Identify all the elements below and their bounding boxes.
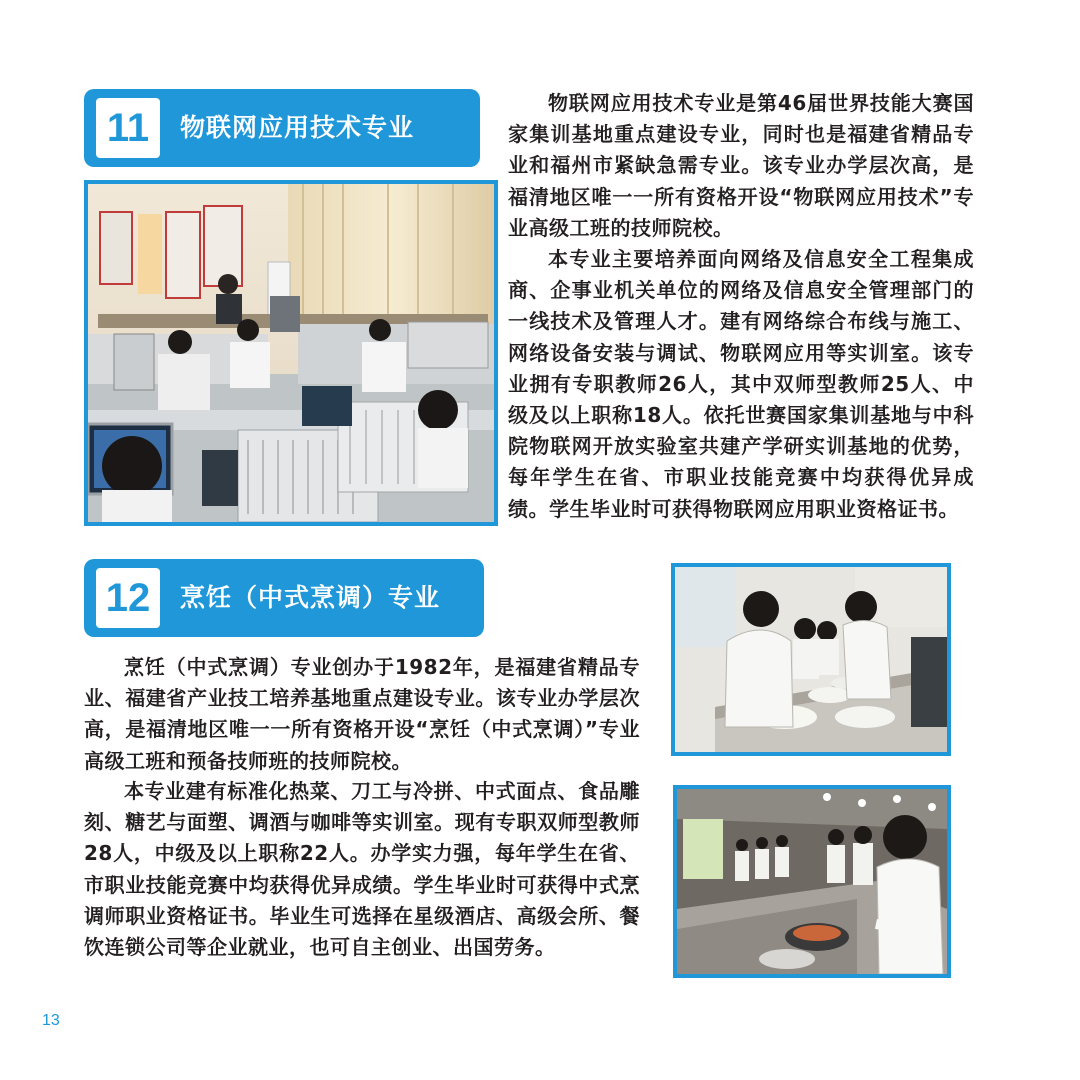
section-12-title: 烹饪（中式烹调）专业 — [180, 583, 441, 612]
section-12-paragraph-2: 本专业建有标准化热菜、刀工与冷拼、中式面点、食品雕刻、糖艺与面塑、调酒与咖啡等实训室。现有专职双师型教师28人，中级及以上职称22人。办学实力强，每年学生在省、市职业技能竞赛中均获得优异成绩。学生毕业时可获得中式烹调师职业资格证书。毕业生可选择在星级酒店、高级会所、餐饮连锁公司等企业就业，也可自主创业、出国劳务。 — [84, 779, 640, 960]
wok-cooking-illustration — [677, 789, 947, 974]
section-12-paragraph-1: 烹饪（中式烹调）专业创办于1982年，是福建省精品专业、福建省产业技工培养基地重点建设专业。该专业办学层次高，是福清地区唯一一所有资格开设“烹饪（中式烹调）”专业高级工班和预备技师班的技师院校。 — [84, 655, 640, 773]
iot-lab-photo — [84, 180, 498, 526]
section-11-banner — [84, 89, 480, 167]
section-11-paragraph-1: 物联网应用技术专业是第46届世界技能大赛国家集训基地重点建设专业，同时也是福建省精品专业和福州市紧缺急需专业。该专业办学层次高，是福清地区唯一一所有资格开设“物联网应用技术”专业高级工班的技师院校。 — [508, 91, 974, 240]
section-11-paragraph-2: 本专业主要培养面向网络及信息安全工程集成商、企事业机关单位的网络及信息安全管理部门的一线技术及管理人才。建有网络综合布线与施工、网络设备安装与调试、物联网应用等实训室。该专业拥有专职教师26人，其中双师型教师25人、中级及以上职称18人。依托世赛国家集训基地与中科院物联网开放实验室共建产学研实训基地的优势，每年学生在省、市职业技能竞赛中均获得优异成绩。学生毕业时可获得物联网应用职业资格证书。 — [508, 247, 974, 521]
page-number: 13 — [42, 1012, 60, 1029]
knife-work-illustration — [675, 567, 947, 752]
section-12-banner — [84, 559, 484, 637]
section-11-number: 11 — [96, 98, 160, 158]
cooking-wok-photo — [673, 785, 951, 978]
section-11-title: 物联网应用技术专业 — [180, 113, 415, 142]
cooking-knife-work-photo — [671, 563, 951, 756]
section-12-number: 12 — [96, 568, 160, 628]
iot-lab-illustration — [88, 184, 494, 522]
